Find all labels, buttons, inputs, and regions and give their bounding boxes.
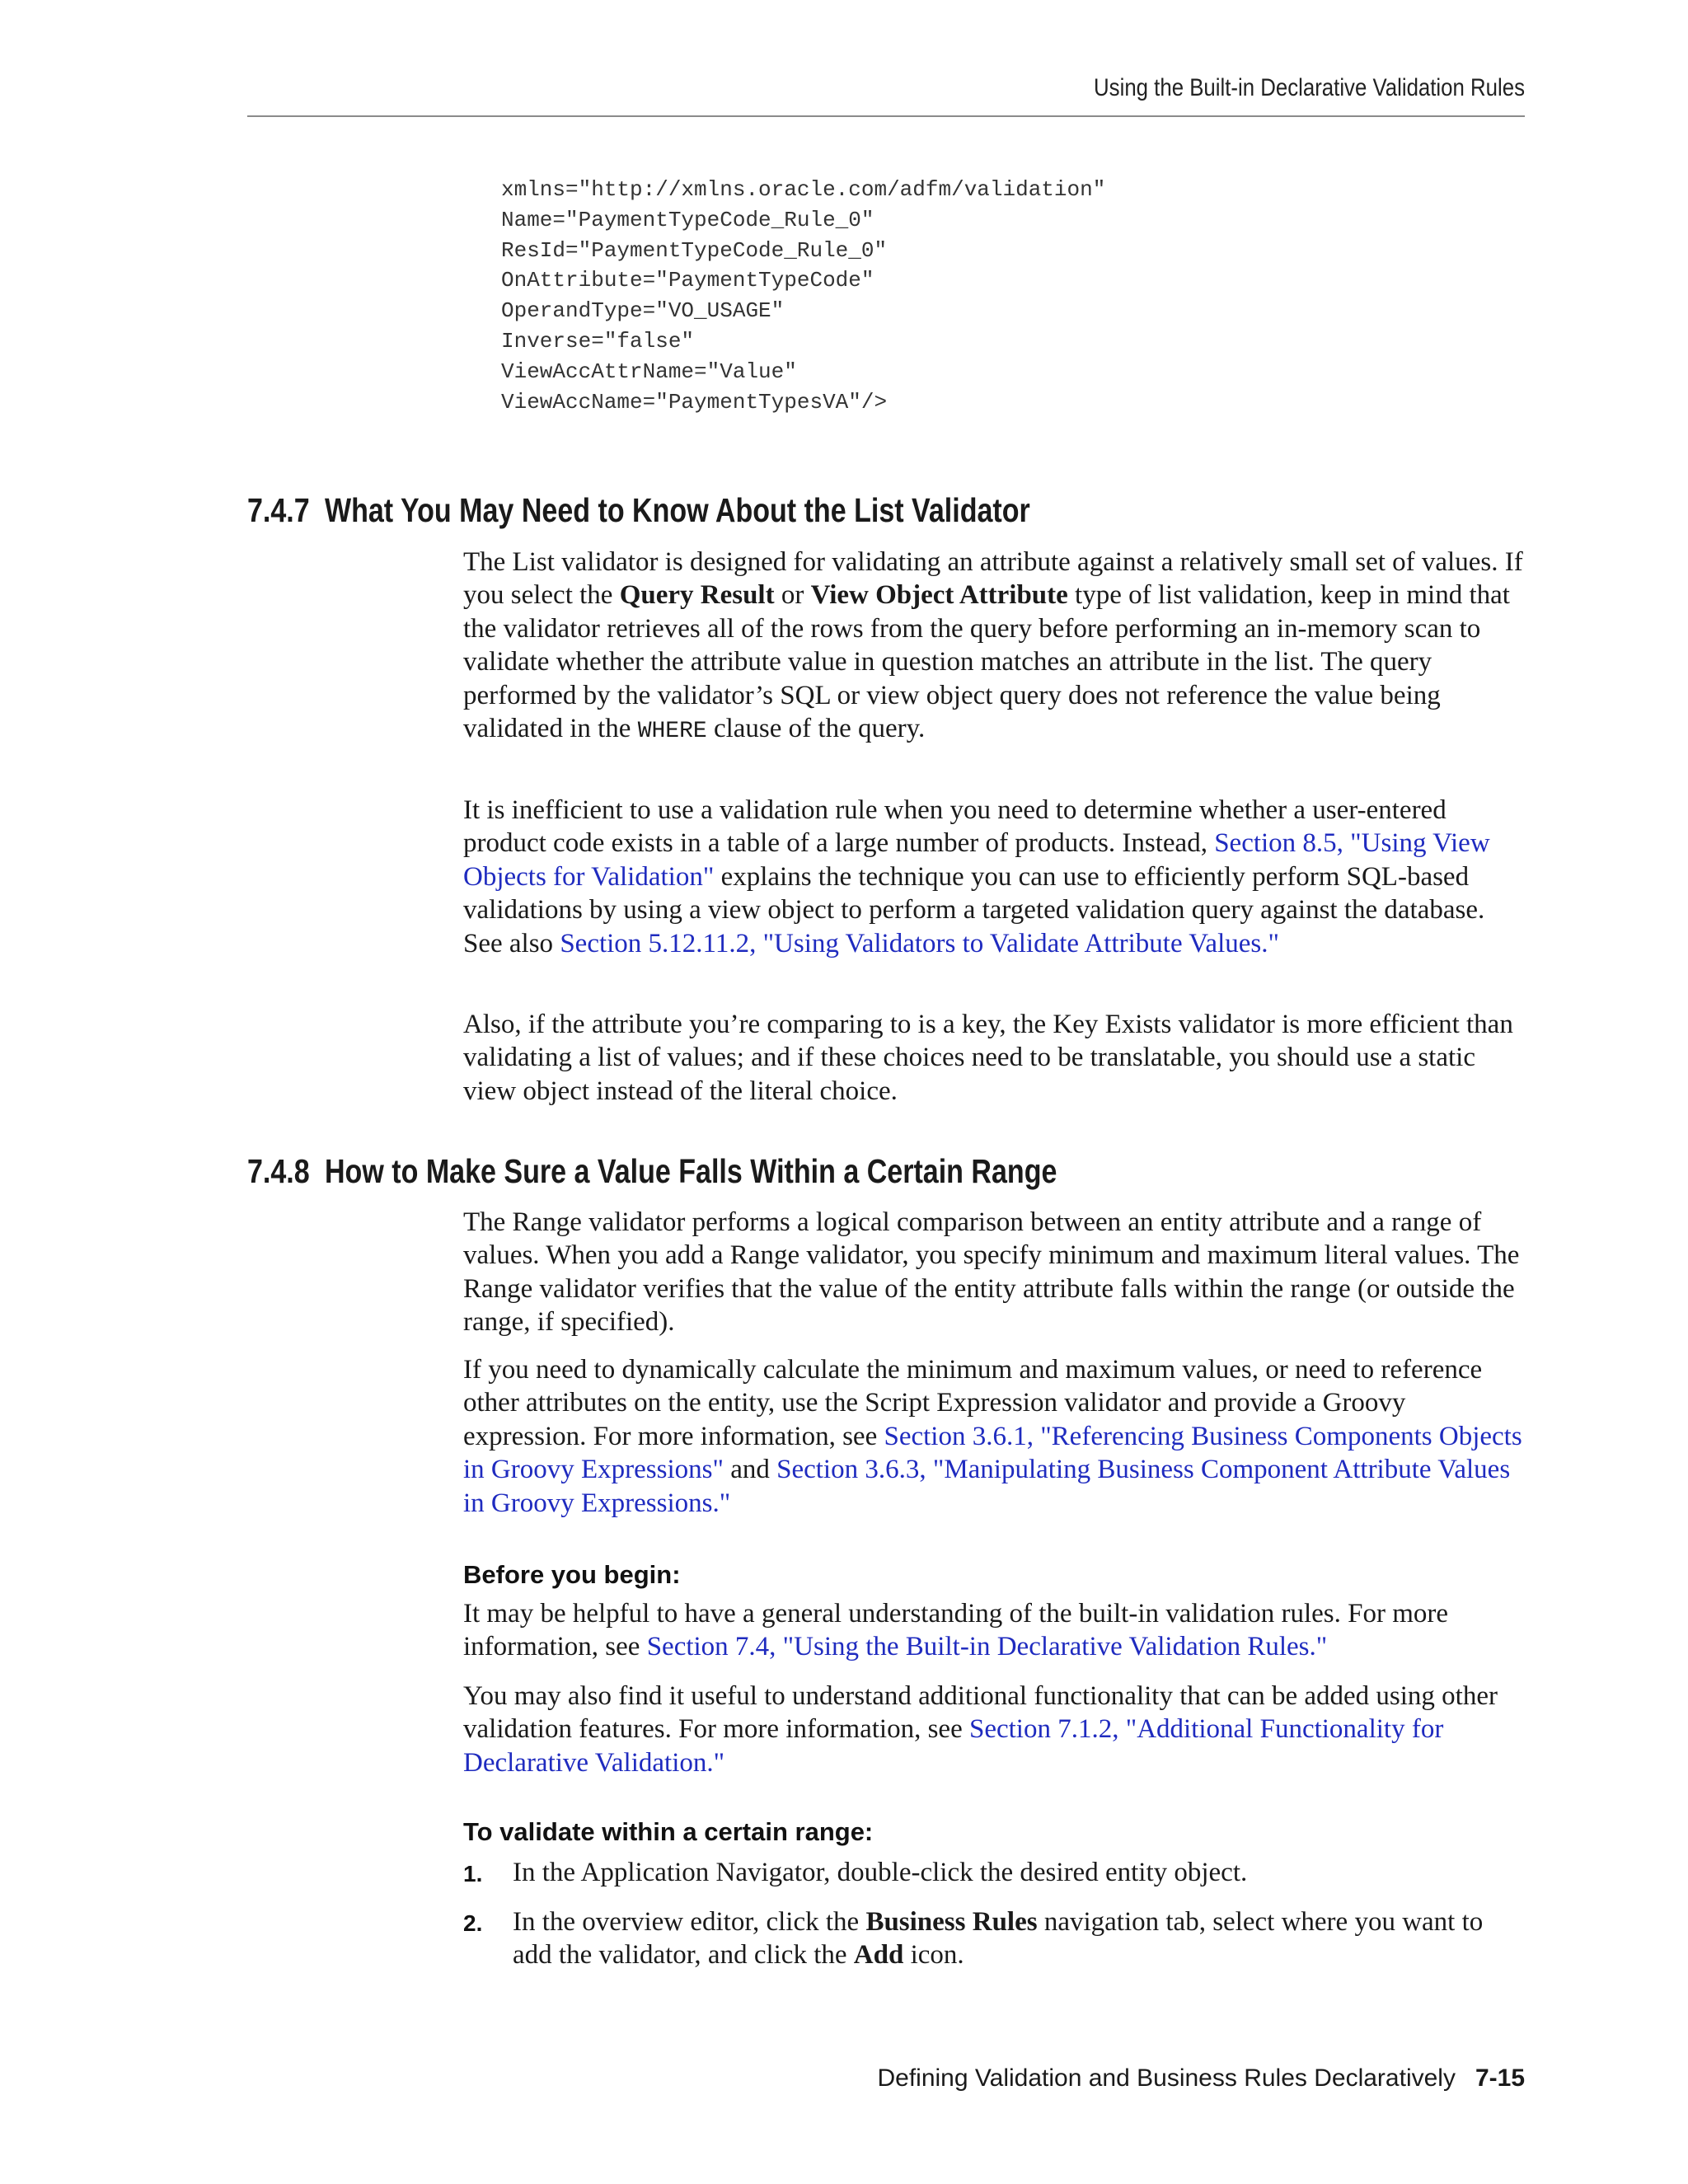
code-line: OperandType="VO_USAGE" [501, 298, 785, 324]
bold-term-add: Add [853, 1940, 904, 1971]
text: clause of the query. [706, 714, 926, 744]
text: and [723, 1455, 777, 1485]
paragraph-before-1 [463, 1597, 1526, 1664]
code-line: Name="PaymentTypeCode_Rule_0" [501, 207, 874, 232]
code-line: ViewAccAttrName="Value" [501, 359, 797, 384]
paragraph-dynamic-range [463, 1353, 1526, 1520]
section-title: What You May Need to Know About the List Validator [324, 491, 1030, 529]
link-section-3-6-3[interactable]: Section 3.6.3, "Manipulating Business Component Attribute Values in Groovy Expressions." [463, 1455, 1511, 1518]
text: In the overview editor, click the [513, 1907, 866, 1937]
code-block [501, 175, 1105, 417]
footer-title: Defining Validation and Business Rules Declaratively [877, 2064, 1456, 2092]
text: navigation tab, select where you want to add the validator, and click the [513, 1907, 1484, 1971]
paragraph-key-exists: Also, if the attribute you’re comparing to is a key, the Key Exists validator is more efficient than validating a list of values; and if these choices need to be translatable, you should use a static view object instead of the literal choice. [463, 1010, 1513, 1106]
bold-term-view-object-attribute: View Object Attribute [810, 580, 1068, 611]
section-heading-7-4-8 [247, 1152, 1057, 1191]
step-text [513, 1856, 1526, 1889]
section-heading-7-4-7 [247, 491, 1030, 530]
paragraph-inefficient [463, 794, 1526, 960]
page-number: 7-15 [1475, 2064, 1525, 2092]
link-section-7-1-2[interactable]: Section 7.1.2, "Additional Functionality for Declarative Validation." [463, 1714, 1444, 1778]
paragraph-before-2 [463, 1680, 1526, 1779]
text: or [774, 580, 811, 611]
code-line: OnAttribute="PaymentTypeCode" [501, 268, 874, 293]
step-number: 1. [463, 1861, 483, 1886]
text: It is inefficient to use a validation rule when you need to determine whether a user-entered product code exists in a table of a large number of products. Instead, [463, 795, 1447, 859]
text: icon. [903, 1940, 964, 1971]
text: It may be helpful to have a general understanding of the built-in validation rules. For more information, see [463, 1599, 1448, 1662]
before-you-begin-heading: Before you begin: [463, 1560, 681, 1589]
inline-code-where: WHERE [637, 719, 707, 745]
link-section-7-4[interactable]: Section 7.4, "Using the Built-in Declarative Validation Rules." [646, 1632, 1328, 1662]
text: In the Application Navigator, double-click the desired entity object. [513, 1858, 1248, 1887]
text: If you need to dynamically calculate the minimum and maximum values, or need to reference other attributes on the entity, use the Script Expression validator and provide a Groovy expression. For more information, see [463, 1355, 1483, 1451]
section-number: 7.4.8 [247, 1152, 310, 1190]
procedure-heading: To validate within a certain range: [463, 1817, 874, 1846]
link-section-8-5[interactable]: Section 8.5, "Using View Objects for Validation" [463, 828, 1490, 892]
code-line: ResId="PaymentTypeCode_Rule_0" [501, 237, 888, 263]
paragraph-list-validator-intro [463, 546, 1526, 748]
step-text [513, 1905, 1526, 1972]
bold-term-query-result: Query Result [619, 580, 775, 611]
paragraph-range-validator: The Range validator performs a logical comparison between an entity attribute and a range of values. When you add a Range validator, you specify minimum and maximum literal values. The Range validator verifies that the value of the entity attribute falls within the range (or outside the range, if specified). [463, 1207, 1520, 1338]
text: The List validator is designed for validating an attribute against a relatively small set of values. If you select the [463, 547, 1523, 611]
code-line: ViewAccName="PaymentTypesVA"/> [501, 389, 888, 415]
text: You may also find it useful to understand additional functionality that can be added using other validation features. For more information, see [463, 1681, 1498, 1745]
text: explains the technique you can use to efficiently perform SQL-based validations by using a view object to perform a targeted validation query against the database. See also [463, 861, 1485, 958]
section-number: 7.4.7 [247, 491, 310, 529]
code-line: xmlns="http://xmlns.oracle.com/adfm/validation" [501, 177, 1106, 202]
link-section-5-12-11-2[interactable]: Section 5.12.11.2, "Using Validators to Validate Attribute Values." [560, 928, 1279, 958]
section-title: How to Make Sure a Value Falls Within a Certain Range [324, 1152, 1057, 1190]
header-rule [247, 115, 1525, 117]
link-section-3-6-1[interactable]: Section 3.6.1, "Referencing Business Components Objects in Groovy Expressions" [463, 1421, 1522, 1485]
text: type of list validation, keep in mind that the validator retrieves all of the rows from the query before performing an in-memory scan to validate whether the attribute value in question matches an attribute in the list. The query performed by the validator’s SQL or view object query does not reference the value being validated in the [463, 580, 1510, 744]
running-header: Using the Built-in Declarative Validation Rules [1094, 74, 1525, 101]
page-footer [247, 2064, 1525, 2093]
code-line: Inverse="false" [501, 328, 695, 354]
step-number: 2. [463, 1910, 483, 1936]
bold-term-business-rules: Business Rules [865, 1907, 1038, 1937]
